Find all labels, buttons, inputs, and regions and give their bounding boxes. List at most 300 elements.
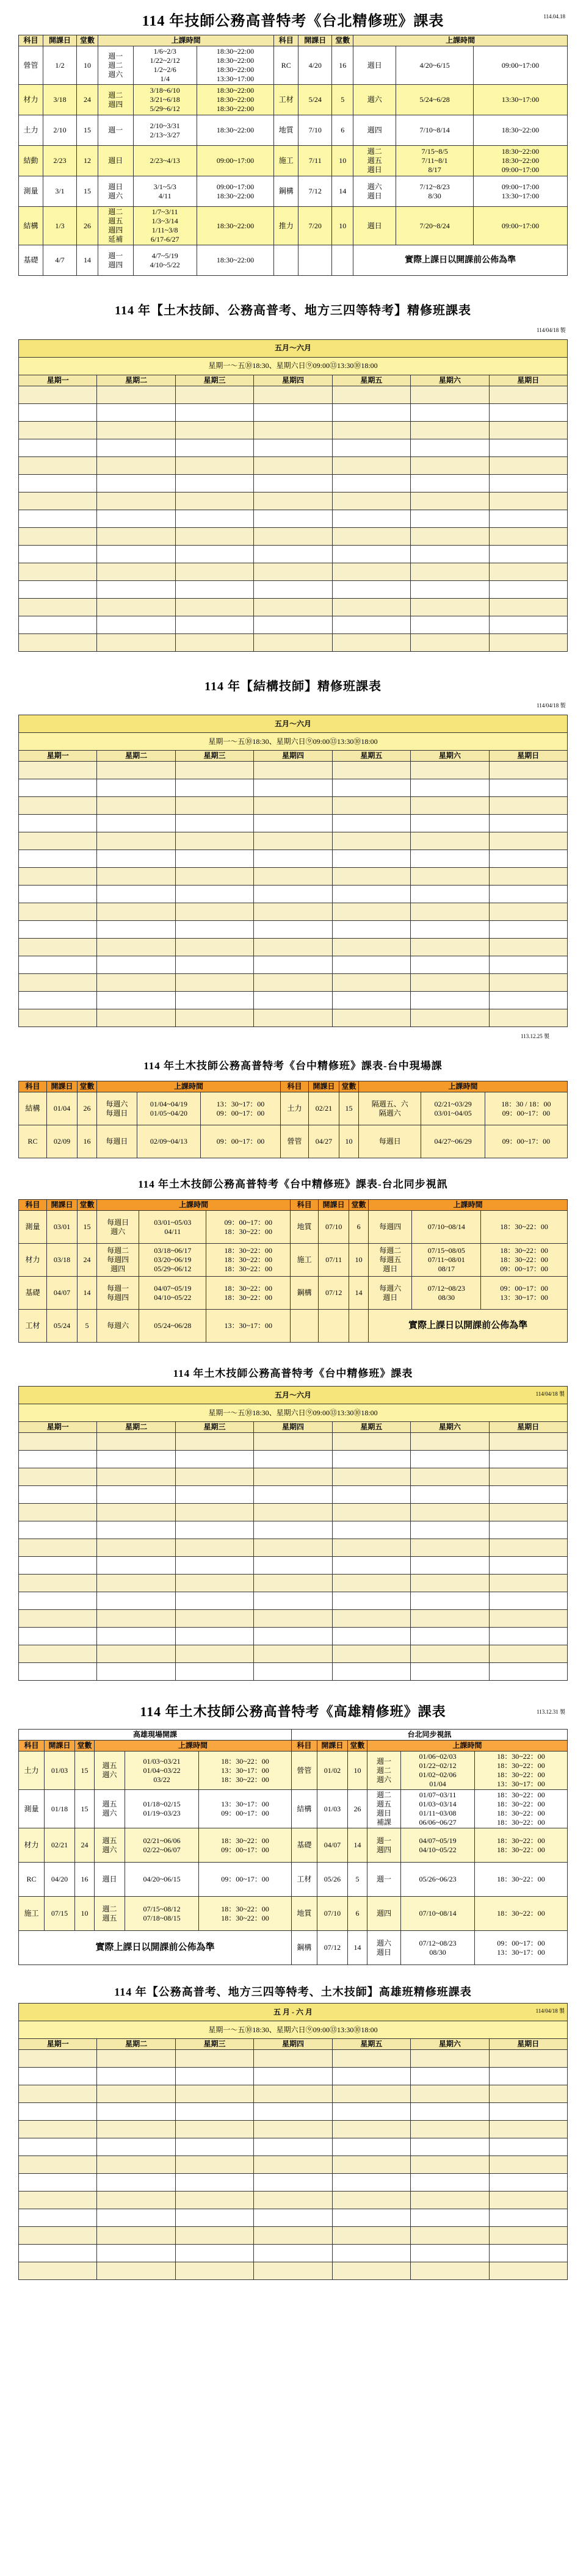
week-row (19, 474, 568, 492)
day-cell (175, 832, 253, 850)
day-cell (332, 492, 410, 510)
day-cell (175, 1557, 253, 1575)
col-count-2: 堂數 (349, 1200, 369, 1211)
cell: 材力 (19, 1828, 45, 1863)
day-cell (411, 633, 489, 651)
day-cell (19, 474, 97, 492)
week-row (19, 439, 568, 456)
kaohsiung-section (18, 1701, 568, 1965)
start-cell: 2/23 (43, 146, 77, 176)
day-cell (19, 527, 97, 545)
day-cell (411, 1575, 489, 1592)
cell: 工材 (291, 1863, 317, 1897)
table-row (19, 1828, 568, 1863)
start-cell: 02/21 (308, 1092, 339, 1125)
day-cell (254, 439, 332, 456)
col-start: 開課日 (47, 1081, 78, 1092)
day-cell (254, 1628, 332, 1645)
week-row (19, 974, 568, 992)
hours-cell: 09:00~17:00 18:30~22:00 (197, 176, 274, 207)
day-cell (332, 545, 410, 563)
dates-cell: 3/1~5/3 4/11 (133, 176, 197, 207)
hours-cell: 13：30~17：00 09：00~17：00 (201, 1092, 281, 1125)
day-cell (411, 456, 489, 474)
kaohsiung-video-heading: 台北同步視訊 (291, 1730, 567, 1741)
week-row (19, 2156, 568, 2174)
day-cell (19, 2245, 97, 2262)
day-cell (19, 1451, 97, 1468)
hours-cell: 09:00~17:00 13:30~17:00 (474, 176, 568, 207)
day-cell (254, 779, 332, 797)
day-cell (411, 1451, 489, 1468)
day-cell (254, 403, 332, 421)
cell: 施工 (19, 1897, 45, 1931)
cell: 18：30~22：00 09：00~17：00 (199, 1828, 292, 1863)
table-header (19, 35, 568, 46)
day-cell (332, 850, 410, 868)
hours-cell: 09:00~17:00 (474, 207, 568, 245)
cell: 15 (75, 1790, 95, 1828)
day-cell (489, 2121, 567, 2138)
day-cell (254, 1592, 332, 1610)
day-cell (489, 421, 567, 439)
day-cell (411, 1539, 489, 1557)
day-cell (411, 1645, 489, 1663)
weekday-cell: 星期五 (332, 375, 410, 386)
hours-cell: 18:30~22:00 18:30~22:00 18:30~22:00 (197, 85, 274, 115)
kaohsiung-schedule-title: 114 年【公務高普考、地方三四等特考、土木技師】高雄班精修班課表 (114, 1986, 472, 1998)
day-cell (175, 956, 253, 974)
days-cell: 週二 週四 (98, 85, 134, 115)
day-cell (332, 456, 410, 474)
days-cell: 隔週五、六 隔週六 (358, 1092, 421, 1125)
days-cell: 每週六 每週日 (97, 1092, 137, 1125)
day-cell (254, 527, 332, 545)
day-cell (254, 2262, 332, 2280)
cell: 營管 (291, 1752, 317, 1790)
day-cell (332, 439, 410, 456)
start-cell: 01/04 (47, 1092, 78, 1125)
dates-cell: 4/7~5/19 4/10~5/22 (133, 245, 197, 276)
dates-cell: 7/15~8/5 7/11~8/1 8/17 (396, 146, 474, 176)
day-cell (332, 903, 410, 921)
day-cell (254, 1433, 332, 1451)
weekday-cell: 星期三 (175, 375, 253, 386)
day-cell (411, 2050, 489, 2068)
week-row (19, 1645, 568, 1663)
day-cell (332, 1628, 410, 1645)
count-cell: 14 (332, 176, 353, 207)
day-cell (97, 616, 175, 633)
day-cell (175, 2174, 253, 2192)
day-cell (411, 1610, 489, 1628)
day-cell (332, 2262, 410, 2280)
day-cell (19, 403, 97, 421)
week-row (19, 2085, 568, 2103)
col-start: 開課日 (43, 35, 77, 46)
day-cell (489, 510, 567, 527)
col-subject: 科目 (19, 1741, 45, 1752)
day-cell (97, 456, 175, 474)
col-time: 上課時間 (97, 1081, 281, 1092)
day-cell (175, 563, 253, 580)
day-cell (332, 868, 410, 886)
weekday-cell: 星期一 (19, 375, 97, 386)
day-cell (19, 1521, 97, 1539)
day-cell (254, 2138, 332, 2156)
day-cell (411, 868, 489, 886)
week-row (19, 1486, 568, 1504)
count-cell: 10 (339, 1125, 358, 1158)
subject-cell (291, 1310, 319, 1343)
taichung-schedule-section (18, 1365, 568, 1681)
dates-cell: 3/18~6/10 3/21~6/18 5/29~6/12 (133, 85, 197, 115)
weekday-cell: 星期六 (411, 2039, 489, 2050)
day-cell (332, 2174, 410, 2192)
week-row (19, 386, 568, 403)
count-cell: 14 (78, 1277, 97, 1310)
count-cell: 10 (77, 46, 98, 85)
hours-cell: 18：30~22：00 (481, 1211, 568, 1244)
day-cell (254, 456, 332, 474)
day-cell (19, 1628, 97, 1645)
col-time-2: 上課時間 (358, 1081, 567, 1092)
day-cell (254, 2209, 332, 2227)
cell: 13：30~17：00 09：00~17：00 (199, 1790, 292, 1828)
weekday-cell: 星期日 (489, 1422, 567, 1433)
subject-cell: 鋼構 (291, 1277, 319, 1310)
day-cell (175, 2262, 253, 2280)
week-row (19, 850, 568, 868)
cell: 05/26 (317, 1863, 347, 1897)
taichung-month-band: 五月～六月 114/04/18 製 (19, 1387, 568, 1404)
days-cell: 週二 週五 週日 (353, 146, 396, 176)
day-cell (175, 939, 253, 956)
table-row (19, 46, 568, 85)
day-cell (489, 1009, 567, 1027)
day-cell (254, 956, 332, 974)
day-cell (254, 1663, 332, 1681)
day-cell (254, 598, 332, 616)
cell: 週五 週六 (95, 1790, 125, 1828)
kaohsiung-month-band: 五 月 - 六 月 114/04/18 製 (19, 2004, 568, 2021)
day-cell (19, 921, 97, 939)
day-cell (19, 1504, 97, 1521)
day-cell (254, 868, 332, 886)
day-cell (489, 1539, 567, 1557)
day-cell (254, 1645, 332, 1663)
day-cell (97, 868, 175, 886)
day-cell (175, 2050, 253, 2068)
notice-cell: 實際上課日以開課前公佈為準 (353, 245, 568, 276)
day-cell (97, 1504, 175, 1521)
week-row (19, 598, 568, 616)
week-row (19, 886, 568, 903)
day-cell (489, 2138, 567, 2156)
cell: 05/26~06/23 (401, 1863, 475, 1897)
day-cell (332, 1433, 410, 1451)
day-cell (175, 633, 253, 651)
civil-month-band: 五月～六月 (19, 339, 568, 357)
hours-cell: 13:30~17:00 (474, 85, 568, 115)
day-cell (97, 2103, 175, 2121)
col-count-2: 堂數 (347, 1741, 367, 1752)
week-row (19, 1557, 568, 1575)
day-cell (254, 886, 332, 903)
weekday-cell: 星期五 (332, 1422, 410, 1433)
day-cell (97, 633, 175, 651)
day-cell (332, 797, 410, 815)
cell: 14 (347, 1931, 367, 1965)
day-cell (332, 1451, 410, 1468)
cell: 10 (75, 1897, 95, 1931)
day-cell (175, 1663, 253, 1681)
day-cell (332, 2138, 410, 2156)
day-cell (489, 492, 567, 510)
day-cell (489, 2192, 567, 2209)
col-start-2: 開課日 (308, 1081, 339, 1092)
day-cell (411, 421, 489, 439)
day-cell (19, 545, 97, 563)
cell: 24 (75, 1828, 95, 1863)
day-cell (175, 1433, 253, 1451)
day-cell (97, 598, 175, 616)
day-cell (19, 1486, 97, 1504)
weekday-header (19, 751, 568, 762)
day-cell (175, 1521, 253, 1539)
day-cell (411, 439, 489, 456)
hours-cell: 09：00~17：00 (201, 1125, 281, 1158)
day-cell (332, 2245, 410, 2262)
day-cell (175, 580, 253, 598)
day-cell (411, 527, 489, 545)
taichung-time-band: 星期一～五⑩18:30、星期六日⑨09:00⑬13:30⑩18:00 (19, 1404, 568, 1422)
week-row (19, 815, 568, 832)
week-row (19, 1468, 568, 1486)
day-cell (175, 1009, 253, 1027)
hours-cell: 09：00~17：00 18：30~22：00 (206, 1211, 291, 1244)
day-cell (19, 779, 97, 797)
dates-cell: 07/12~08/23 08/30 (412, 1277, 481, 1310)
day-cell (489, 832, 567, 850)
cell: 07/15 (45, 1897, 75, 1931)
day-cell (19, 2227, 97, 2245)
day-cell (489, 1521, 567, 1539)
day-cell (19, 1645, 97, 1663)
days-cell: 週日 (98, 146, 134, 176)
day-cell (411, 2174, 489, 2192)
col-time: 上課時間 (95, 1741, 292, 1752)
table-row (19, 115, 568, 146)
day-cell (175, 456, 253, 474)
day-cell (97, 2138, 175, 2156)
civil-date: 114/04/18 製 (19, 322, 568, 339)
day-cell (489, 1663, 567, 1681)
hours-cell: 09:00~17:00 (474, 46, 568, 85)
cell: 土力 (19, 1752, 45, 1790)
hours-cell: 09：00~17：00 (485, 1125, 567, 1158)
day-cell (332, 1504, 410, 1521)
day-cell (254, 2103, 332, 2121)
day-cell (97, 563, 175, 580)
civil-intensive-section (18, 300, 568, 652)
day-cell (175, 2227, 253, 2245)
dates-cell: 5/24~6/28 (396, 85, 474, 115)
subject-cell: 測量 (19, 1211, 47, 1244)
day-cell (19, 1610, 97, 1628)
col-count: 堂數 (78, 1081, 97, 1092)
day-cell (19, 492, 97, 510)
col-subject-2: 科目 (280, 1081, 308, 1092)
days-cell: 週六 週日 (353, 176, 396, 207)
taichung-video-table (18, 1199, 568, 1343)
day-cell (175, 403, 253, 421)
day-cell (411, 2192, 489, 2209)
day-cell (97, 815, 175, 832)
cell: 14 (347, 1828, 367, 1863)
count-cell (349, 1310, 369, 1343)
day-cell (332, 1645, 410, 1663)
day-cell (175, 616, 253, 633)
day-cell (489, 850, 567, 868)
dates-cell: 04/27~06/29 (421, 1125, 485, 1158)
week-row (19, 1433, 568, 1451)
subject-cell: 鋼構 (274, 176, 298, 207)
hours-cell: 18：30~22：00 18：30~22：00 18：30~22：00 (206, 1244, 291, 1277)
day-cell (254, 1504, 332, 1521)
table-row (19, 176, 568, 207)
day-cell (411, 510, 489, 527)
day-cell (411, 815, 489, 832)
col-count: 堂數 (78, 1200, 97, 1211)
day-cell (175, 1592, 253, 1610)
week-row (19, 1009, 568, 1027)
day-cell (411, 616, 489, 633)
day-cell (175, 545, 253, 563)
subject-cell: 施工 (291, 1244, 319, 1277)
day-cell (411, 1504, 489, 1521)
day-cell (19, 2174, 97, 2192)
day-cell (97, 421, 175, 439)
start-cell: 03/18 (47, 1244, 78, 1277)
subject-cell: 結構 (19, 207, 43, 245)
day-cell (19, 2121, 97, 2138)
dates-cell: 7/12~8/23 8/30 (396, 176, 474, 207)
day-cell (254, 2156, 332, 2174)
cell: 6 (347, 1897, 367, 1931)
weekday-cell: 星期五 (332, 2039, 410, 2050)
hours-cell: 18：30 / 18：00 09：00~17：00 (485, 1092, 567, 1125)
subject-cell: 結構 (19, 1092, 47, 1125)
cell: 01/03 (45, 1752, 75, 1790)
day-cell (254, 2121, 332, 2138)
days-cell: 每週一 每週四 (97, 1277, 139, 1310)
hours-cell: 09：00~17：00 13：30~17：00 (481, 1277, 568, 1310)
day-cell (175, 1468, 253, 1486)
cell: 01/03~03/21 01/04~03/22 03/22 (125, 1752, 199, 1790)
day-cell (411, 2156, 489, 2174)
week-row (19, 1663, 568, 1681)
day-cell (332, 474, 410, 492)
day-cell (254, 1575, 332, 1592)
civil-schedule-table (18, 322, 568, 652)
day-cell (254, 850, 332, 868)
col-start-2: 開課日 (298, 35, 332, 46)
count-cell: 10 (332, 146, 353, 176)
day-cell (19, 762, 97, 779)
structure-title: 114 年【結構技師】精修班課表 (204, 679, 382, 693)
weekday-cell: 星期三 (175, 2039, 253, 2050)
cell: RC (19, 1863, 45, 1897)
dates-cell: 05/24~06/28 (139, 1310, 206, 1343)
col-count-2: 堂數 (332, 35, 353, 46)
count-cell: 26 (77, 207, 98, 245)
weekday-cell: 星期四 (254, 1422, 332, 1433)
day-cell (254, 2068, 332, 2085)
week-row (19, 797, 568, 815)
structure-footnote: 113.12.25 製 (521, 1033, 549, 1039)
day-cell (97, 762, 175, 779)
taichung-schedule-table (18, 1386, 568, 1681)
taipei-date: 114.04.18 (543, 13, 565, 20)
day-cell (254, 474, 332, 492)
start-cell (298, 245, 332, 276)
dates-cell: 02/21~03/29 03/01~04/05 (421, 1092, 485, 1125)
cell: 01/18 (45, 1790, 75, 1828)
day-cell (489, 868, 567, 886)
start-cell: 4/7 (43, 245, 77, 276)
weekday-cell: 星期二 (97, 375, 175, 386)
kaohsiung-title: 114 年土木技師公務高普特考《高雄精修班》課表 (140, 1704, 446, 1719)
weekday-cell: 星期五 (332, 751, 410, 762)
taichung-live-table (18, 1081, 568, 1158)
structure-month-band: 五月～六月 (19, 715, 568, 733)
day-cell (97, 1468, 175, 1486)
day-cell (175, 510, 253, 527)
week-row (19, 456, 568, 474)
week-row (19, 762, 568, 779)
day-cell (175, 2085, 253, 2103)
days-cell: 週日 (353, 46, 396, 85)
days-cell: 週日 (353, 207, 396, 245)
day-cell (175, 386, 253, 403)
cell: 26 (347, 1790, 367, 1828)
day-cell (332, 580, 410, 598)
start-cell: 05/24 (47, 1310, 78, 1343)
day-cell (97, 1539, 175, 1557)
day-cell (19, 797, 97, 815)
hours-cell: 18:30~22:00 (197, 115, 274, 146)
day-cell (411, 580, 489, 598)
day-cell (254, 797, 332, 815)
day-cell (411, 886, 489, 903)
day-cell (19, 1663, 97, 1681)
day-cell (411, 1557, 489, 1575)
week-row (19, 2209, 568, 2227)
day-cell (254, 939, 332, 956)
table-row (19, 1752, 568, 1790)
day-cell (175, 2245, 253, 2262)
day-cell (175, 1628, 253, 1645)
dates-cell: 7/10~8/14 (396, 115, 474, 146)
subject-cell: 土力 (280, 1092, 308, 1125)
cell: 18：30~22：00 18：30~22：00 18：30~22：00 18：30~22：00 (475, 1790, 568, 1828)
day-cell (489, 1610, 567, 1628)
table-row (19, 1897, 568, 1931)
weekday-cell: 星期二 (97, 2039, 175, 2050)
count-cell: 16 (332, 46, 353, 85)
cell: 18：30~22：00 18：30~22：00 (475, 1828, 568, 1863)
